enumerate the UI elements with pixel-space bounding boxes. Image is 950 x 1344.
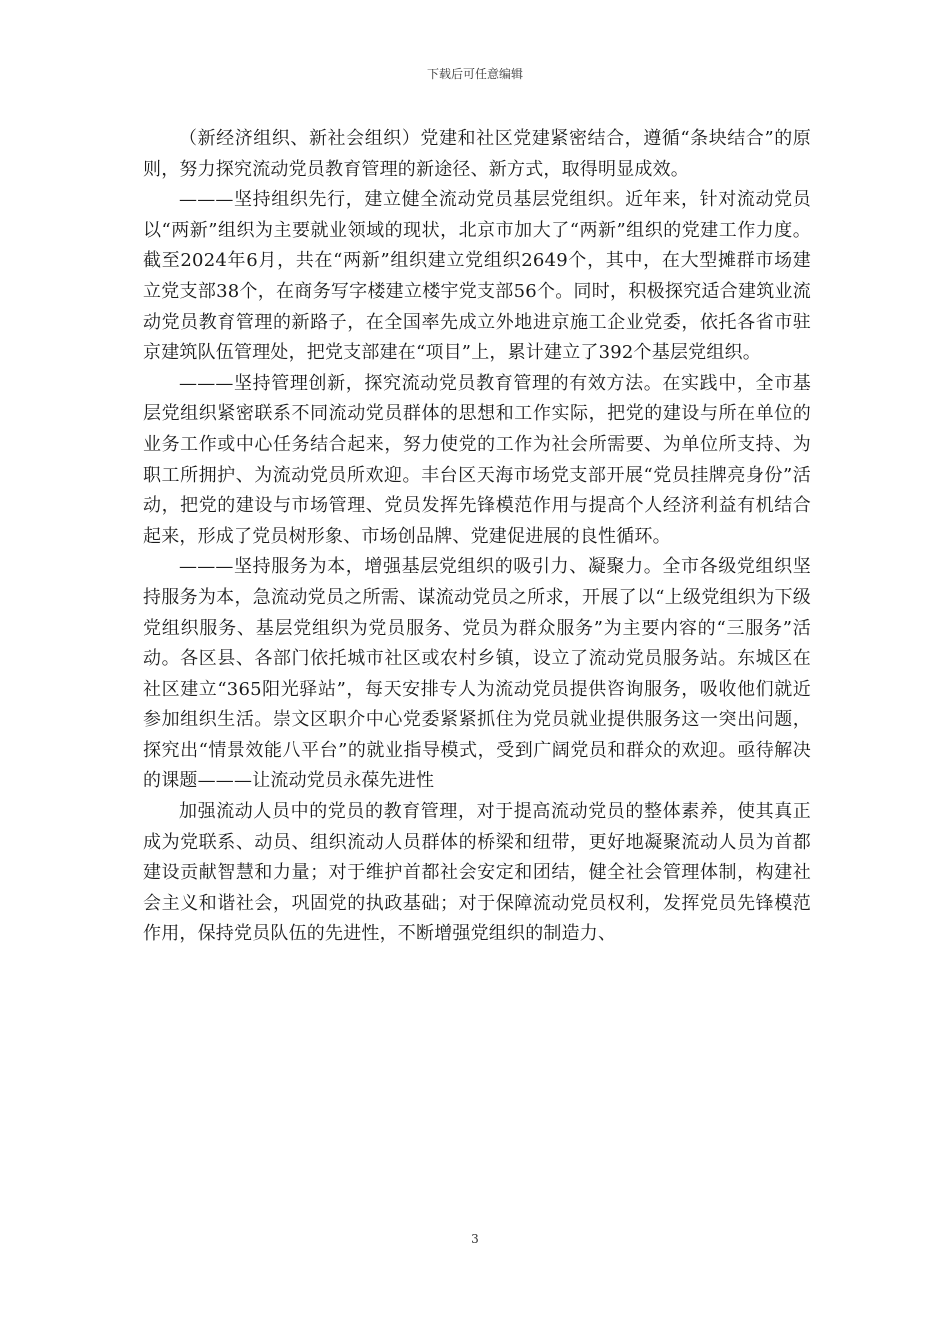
page-number: 3 [471,1232,479,1246]
paragraph: ———坚持服务为本，增强基层党组织的吸引力、凝聚力。全市各级党组织坚持服务为本，急流动党员之所需、谋流动党员之所求，开展了以“上级党组织为下级党组织服务、基层党组织为党员服务、党员为群众服务”为主要内容的“三服务”活动。各区县、各部门依托城市社区或农村乡镇，设立了流动党员服务站。东城区在社区建立“365阳光驿站”，每天安排专人为流动党员提供咨询服务，吸收他们就近参加组织生活。崇文区职介中心党委紧紧抓住为党员就业提供服务这一突出问题，探究出“情景效能八平台”的就业指导模式，受到广阔党员和群众的欢迎。亟待解决的课题———让流动党员永葆先进性 [143,556,811,792]
paragraph: 加强流动人员中的党员的教育管理，对于提高流动党员的整体素养，使其真正成为党联系、动员、组织流动人员群体的桥梁和纽带，更好地凝聚流动人员为首都建设贡献智慧和力量；对于维护首都社会安定和团结，健全社会管理体制，构建社会主义和谐社会，巩固党的执政基础；对于保障流动党员权利，发挥党员先锋模范作用，保持党员队伍的先进性，不断增强党组织的制造力、 [143,801,811,945]
page-header: 下载后可任意编辑 [426,67,523,81]
paragraph: ———坚持组织先行，建立健全流动党员基层党组织。近年来，针对流动党员以“两新”组织为主要就业领域的现状，北京市加大了“两新”组织的党建工作力度。截至2024年6月，共在“两新”组织建立党组织2649个，其中，在大型摊群市场建立党支部38个，在商务写字楼建立楼宇党支部56个。同时，积极探究适合建筑业流动党员教育管理的新路子，在全国率先成立外地进京施工企业党委，依托各省市驻京建筑队伍管理处，把党支部建在“项目”上，累计建立了392个基层党组织。 [143,189,811,364]
paragraph: （新经济组织、新社会组织）党建和社区党建紧密结合，遵循“条块结合”的原则，努力探究流动党员教育管理的新途径、新方式，取得明显成效。 [143,128,811,180]
document-body [143,124,811,950]
paragraph: ———坚持管理创新，探究流动党员教育管理的有效方法。在实践中，全市基层党组织紧密联系不同流动党员群体的思想和工作实际，把党的建设与所在单位的业务工作或中心任务结合起来，努力使党的工作为社会所需要、为单位所支持、为职工所拥护、为流动党员所欢迎。丰台区天海市场党支部开展“党员挂牌亮身份”活动，把党的建设与市场管理、党员发挥先锋模范作用与提高个人经济利益有机结合起来，形成了党员树形象、市场创品牌、党建促进展的良性循环。 [143,372,811,547]
